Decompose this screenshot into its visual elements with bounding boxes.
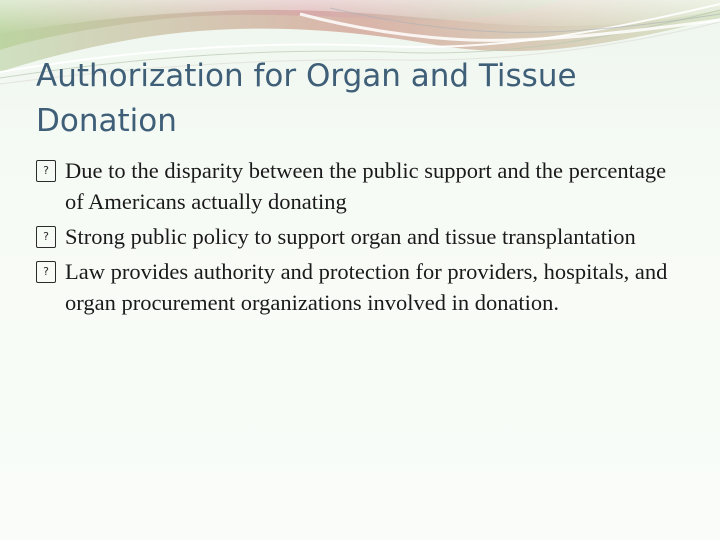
bullet-list [36,155,686,322]
bullet-item [36,221,686,252]
bullet-text: Strong public policy to support organ and tissue transplantation [65,224,636,249]
replacement-character-icon: ? [36,261,56,283]
slide-title: Authorization for Organ and Tissue Donation [36,58,577,139]
replacement-character-icon: ? [36,160,56,182]
bullet-text: Law provides authority and protection for providers, hospitals, and organ procurement organizations involved in donation. [65,259,668,315]
replacement-character-icon: ? [36,226,56,248]
bullet-item [36,256,686,318]
bullet-text: Due to the disparity between the public support and the percentage of Americans actually donating [65,158,667,214]
bullet-item [36,155,686,217]
